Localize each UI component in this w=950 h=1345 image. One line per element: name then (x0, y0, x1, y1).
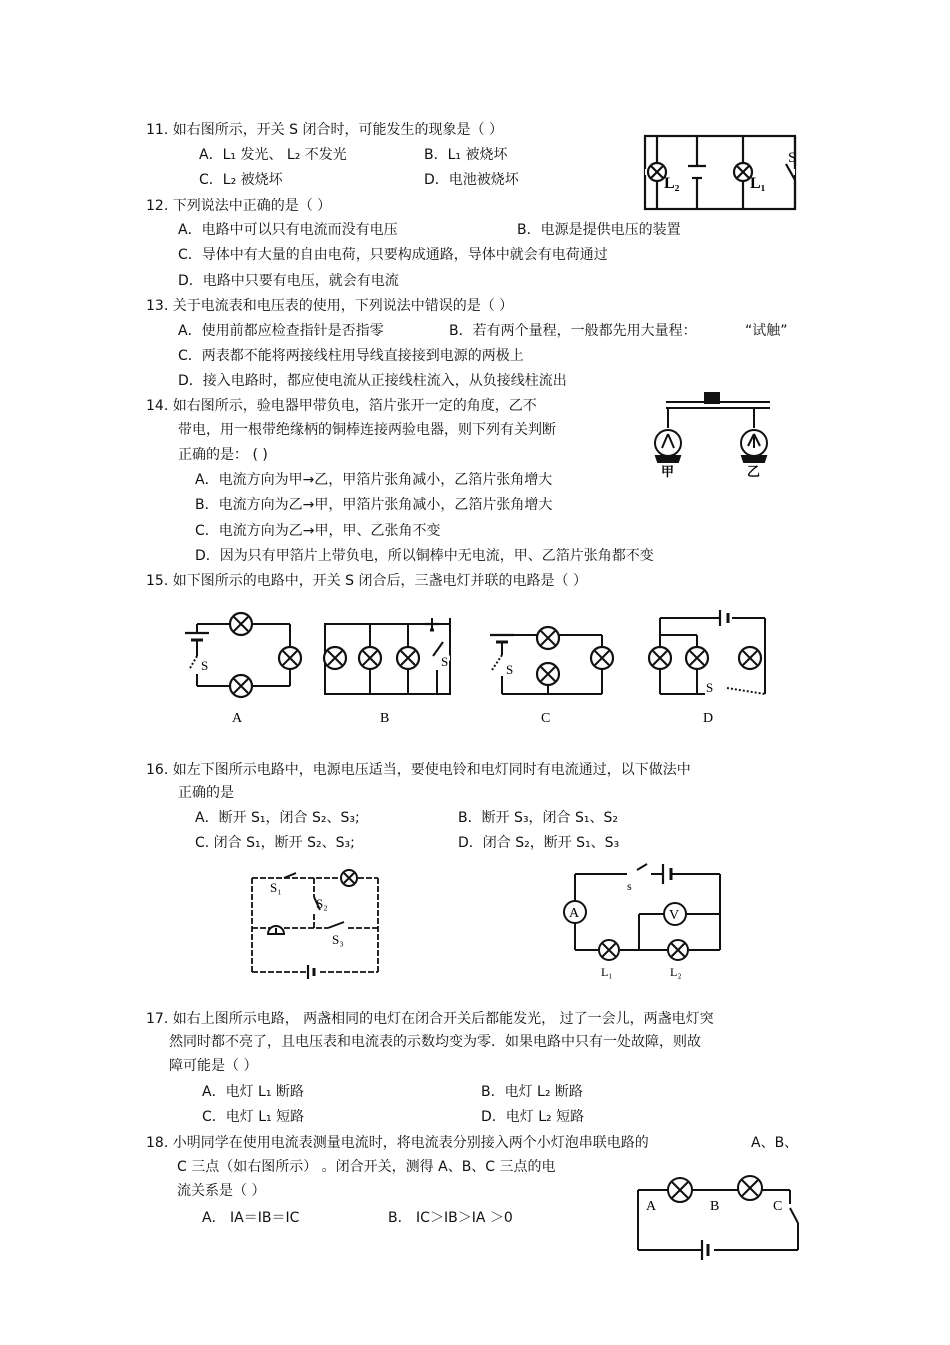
q18-series-circuit-figure (630, 1168, 810, 1262)
q16-fig-s1-label: S₁ (270, 880, 282, 895)
q17-option-a: A．电灯 L₁ 断路 (202, 1084, 304, 1100)
q15-fig-d-s-label: S (706, 680, 714, 695)
q12-option-d: D．电路中只要有电压，就会有电流 (178, 273, 399, 289)
q15-fig-b-s-label: S (441, 654, 449, 669)
q18-option-b: B． IC＞IB＞IA ＞0 (388, 1210, 513, 1226)
q17-stem-line2: 然同时都不亮了，且电压表和电流表的示数均变为零．如果电路中只有一处故障，则故 (169, 1034, 701, 1050)
q12-option-c: C．导体中有大量的自由电荷，只要构成通路，导体中就会有电荷通过 (178, 247, 608, 263)
q16-option-c: C. 闭合 S₁，断开 S₂、S₃; (195, 835, 355, 851)
q11-fig-l2-label: L₂ (664, 175, 680, 192)
q16-bell-circuit-figure (240, 862, 390, 980)
q18-fig-point-c: C (773, 1199, 783, 1214)
q16-option-d: D．闭合 S₂，断开 S₁、S₃ (458, 835, 620, 851)
q13-option-c: C．两表都不能将两接线柱用导线直接接到电源的两极上 (178, 348, 524, 364)
q16-fig-s2-label: S₂ (316, 896, 328, 911)
q17-option-d: D．电灯 L₂ 短路 (481, 1109, 585, 1125)
q14-option-c: C．电流方向为乙→甲，甲、乙张角不变 (195, 523, 441, 539)
q18-fig-point-b: B (710, 1199, 720, 1214)
q15-fig-label-a: A (232, 711, 243, 726)
q17-ammeter-voltmeter-circuit-figure (555, 856, 735, 980)
q17-fig-l2-label: L₂ (670, 965, 682, 979)
q11-fig-l1-label: L₁ (750, 175, 766, 192)
q16-stem-line2: 正确的是 (178, 785, 234, 801)
q17-fig-switch-label: s (627, 879, 632, 893)
q14-stem-line3: 正确的是： ( ) (178, 447, 268, 463)
q13-option-b: B．若有两个量程，一般都先用大量程： (449, 323, 697, 339)
q18-stem-line3: 流关系是（ ） (177, 1183, 266, 1199)
q11-option-c: C．L₂ 被烧坏 (199, 172, 283, 188)
q11-circuit-figure (640, 130, 820, 214)
q17-stem-line3: 障可能是（ ） (169, 1058, 258, 1074)
q15-fig-a-s-label: S (201, 658, 209, 673)
q13-option-b-note: “试触” (745, 323, 788, 339)
q15-fig-c-s-label: S (506, 662, 514, 677)
q15-fig-label-d: D (703, 711, 714, 726)
q18-stem-line1-points: A、B、 (751, 1135, 799, 1151)
q18-fig-point-a: A (646, 1199, 657, 1214)
q11-option-a: A．L₁ 发光、 L₂ 不发光 (199, 147, 347, 163)
q11-option-b: B．L₁ 被烧坏 (424, 147, 508, 163)
q15-circuits-figure (175, 600, 775, 730)
q15-fig-label-b: B (380, 711, 390, 726)
q13-option-a: A．使用前都应检查指针是否指零 (178, 323, 384, 339)
q17-fig-voltmeter-label: V (669, 908, 680, 923)
q16-option-b: B．断开 S₃，闭合 S₁、S₂ (458, 810, 619, 826)
q14-option-b: B．电流方向为乙→甲，甲箔片张角减小，乙箔片张角增大 (195, 497, 553, 513)
q17-fig-l1-label: L₁ (601, 965, 613, 979)
q15-fig-label-c: C (541, 711, 551, 726)
q17-option-c: C．电灯 L₁ 短路 (202, 1109, 305, 1125)
q16-stem-line1: 16. 如左下图所示电路中，电源电压适当，要使电铃和电灯同时有电流通过，以下做法中 (146, 762, 691, 778)
q11-fig-s-label: S (788, 150, 797, 166)
q14-fig-yi-label: 乙 (747, 464, 761, 479)
q13-option-d: D．接入电路时，都应使电流从正接线柱流入，从负接线柱流出 (178, 373, 567, 389)
q12-stem: 12. 下列说法中正确的是（ ） (146, 198, 332, 214)
q18-stem-line1: 18. 小明同学在使用电流表测量电流时，将电流表分别接入两个小灯泡串联电路的 (146, 1135, 649, 1151)
q14-option-d: D．因为只有甲箔片上带负电，所以铜棒中无电流，甲、乙箔片张角都不变 (195, 548, 654, 564)
q18-option-a: A． IA＝IB＝IC (202, 1210, 300, 1226)
q13-stem: 13. 关于电流表和电压表的使用，下列说法中错误的是（ ） (146, 298, 514, 314)
q14-electroscope-figure (648, 388, 788, 480)
q11-stem: 11. 如右图所示，开关 S 闭合时，可能发生的现象是（ ） (146, 122, 503, 138)
q14-option-a: A．电流方向为甲→乙，甲箔片张角减小，乙箔片张角增大 (195, 472, 553, 488)
q14-stem-line2: 带电，用一根带绝缘柄的铜棒连接两验电器，则下列有关判断 (178, 422, 556, 438)
q15-stem: 15. 如下图所示的电路中，开关 S 闭合后，三盏电灯并联的电路是（ ） (146, 573, 587, 589)
q14-stem-line1: 14. 如右图所示，验电器甲带负电，箔片张开一定的角度，乙不 (146, 398, 537, 414)
q17-option-b: B．电灯 L₂ 断路 (481, 1084, 583, 1100)
q11-option-d: D．电池被烧坏 (424, 172, 519, 188)
q14-fig-jia-label: 甲 (661, 464, 675, 479)
q16-fig-s3-label: S₃ (332, 932, 344, 947)
q12-option-a: A．电路中可以只有电流而没有电压 (178, 222, 398, 238)
q12-option-b: B．电源是提供电压的装置 (517, 222, 681, 238)
q17-stem-line1: 17. 如右上图所示电路， 两盏相同的电灯在闭合开关后都能发光， 过了一会儿，两盏电灯突 (146, 1011, 714, 1027)
q17-fig-ammeter-label: A (569, 906, 580, 921)
q16-option-a: A．断开 S₁，闭合 S₂、S₃; (195, 810, 360, 826)
q18-stem-line2: C 三点（如右图所示） 。闭合开关，测得 A、B、C 三点的电 (177, 1159, 556, 1175)
